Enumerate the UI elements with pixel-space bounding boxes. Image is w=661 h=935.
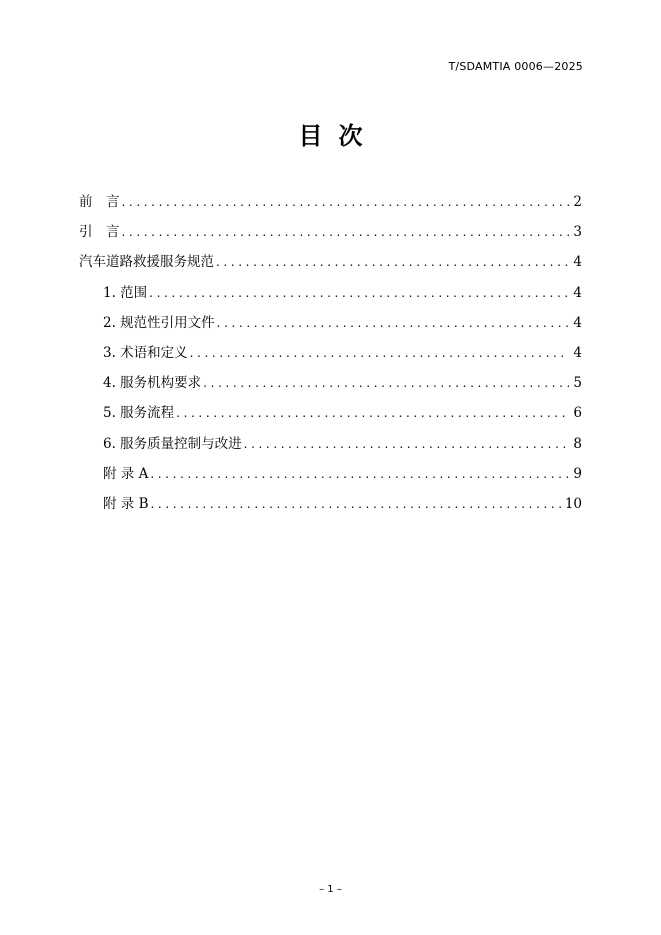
toc-label: 附 录 B xyxy=(103,495,149,512)
toc-label: 3. 术语和定义 xyxy=(103,344,188,361)
toc-page-number: 8 xyxy=(573,435,582,452)
toc-entry-appendix-a[interactable] xyxy=(79,462,582,492)
toc-entry-service-org-requirements[interactable] xyxy=(79,371,582,401)
toc-leader-dots xyxy=(203,376,569,390)
toc-page-number: 9 xyxy=(573,465,582,482)
page-title: 目次 xyxy=(298,122,379,150)
toc-leader-dots xyxy=(150,467,569,481)
toc-page-number: 4 xyxy=(573,344,582,361)
toc-label: 引 言 xyxy=(79,224,120,241)
toc-label: 5. 服务流程 xyxy=(103,405,175,422)
toc-label: 前 言 xyxy=(79,194,120,210)
toc-entry-appendix-b[interactable] xyxy=(79,492,582,522)
toc-entry-terms-definitions[interactable] xyxy=(79,341,582,371)
toc-entry-main-standard[interactable] xyxy=(79,250,582,280)
toc-leader-dots xyxy=(176,406,569,420)
toc-page-number: 4 xyxy=(573,284,582,301)
toc-label: 附 录 A xyxy=(103,465,149,482)
toc-page-number: 6 xyxy=(573,405,582,422)
toc-label: 1. 范围 xyxy=(103,284,148,301)
toc-leader-dots xyxy=(122,195,570,209)
toc-label: 6. 服务质量控制与改进 xyxy=(103,435,242,452)
toc-page-number: 2 xyxy=(573,194,582,210)
toc-leader-dots xyxy=(244,437,570,451)
toc-leader-dots xyxy=(122,225,570,239)
toc-entry-introduction[interactable] xyxy=(79,220,582,250)
toc-entry-normative-references[interactable] xyxy=(79,311,582,341)
toc-label: 2. 规范性引用文件 xyxy=(103,314,215,331)
toc-leader-dots xyxy=(190,346,570,360)
toc-entry-foreword[interactable] xyxy=(79,190,582,220)
toc-entry-scope[interactable] xyxy=(79,281,582,311)
toc-page-number: 10 xyxy=(564,495,582,512)
toc-page-number: 3 xyxy=(573,224,582,241)
toc-label: 4. 服务机构要求 xyxy=(103,375,202,392)
toc-entry-service-process[interactable] xyxy=(79,401,582,431)
toc-label: 汽车道路救援服务规范 xyxy=(79,254,214,271)
toc-page-number: 5 xyxy=(573,375,582,392)
page-number-footer: – 1 – xyxy=(319,884,342,895)
toc-entry-quality-control[interactable] xyxy=(79,432,582,462)
table-of-contents xyxy=(79,190,582,522)
toc-leader-dots xyxy=(149,286,569,300)
toc-leader-dots xyxy=(216,255,569,269)
toc-leader-dots xyxy=(151,497,561,511)
toc-leader-dots xyxy=(217,316,570,330)
toc-page-number: 4 xyxy=(573,314,582,331)
toc-page-number: 4 xyxy=(573,254,582,271)
document-code: T/SDAMTIA 0006—2025 xyxy=(448,60,583,73)
